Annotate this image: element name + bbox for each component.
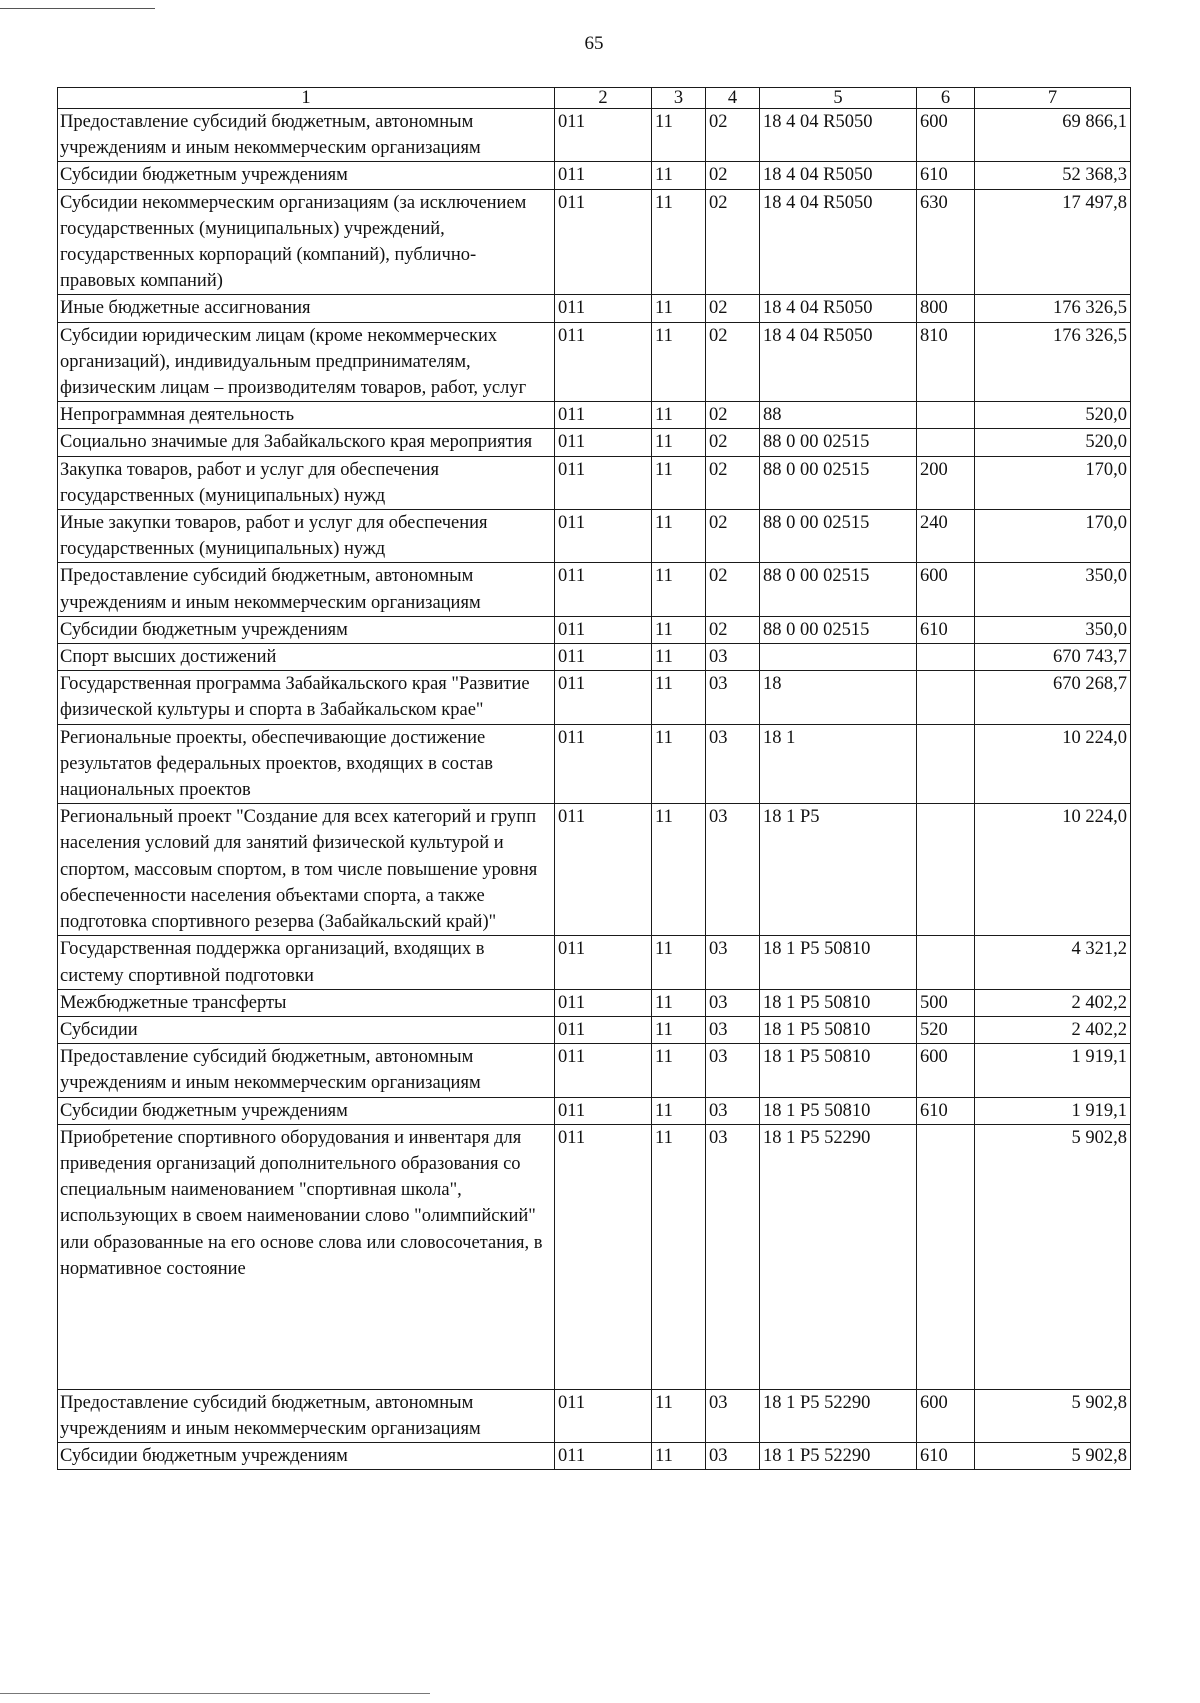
cell-ministry: 011	[555, 1097, 652, 1124]
row-name: Субсидии юридическим лицам (кроме некоммерческих организаций), индивидуальным предпринимателям, физическим лицам – производителям товаров, работ, услуг	[58, 322, 555, 402]
cell-amount: 2 402,2	[975, 1016, 1131, 1043]
cell-expense-type	[917, 936, 975, 989]
cell-target-article: 18 1 P5 52290	[760, 1443, 917, 1470]
cell-subsection: 03	[706, 724, 760, 804]
cell-expense-type	[917, 671, 975, 724]
table-row	[58, 1389, 1131, 1442]
cell-expense-type: 610	[917, 1443, 975, 1470]
cell-subsection: 03	[706, 936, 760, 989]
table-row	[58, 295, 1131, 322]
cell-target-article: 18 1	[760, 724, 917, 804]
cell-ministry: 011	[555, 804, 652, 936]
table-row	[58, 510, 1131, 563]
table-row	[58, 724, 1131, 804]
cell-target-article: 18 1 P5 52290	[760, 1124, 917, 1389]
cell-expense-type: 200	[917, 456, 975, 509]
row-name: Спорт высших достижений	[58, 644, 555, 671]
cell-amount: 5 902,8	[975, 1124, 1131, 1389]
cell-target-article: 18 1 P5	[760, 804, 917, 936]
cell-subsection: 02	[706, 162, 760, 189]
cell-expense-type: 240	[917, 510, 975, 563]
row-name: Межбюджетные трансферты	[58, 989, 555, 1016]
cell-amount: 176 326,5	[975, 322, 1131, 402]
row-name: Закупка товаров, работ и услуг для обеспечения государственных (муниципальных) нужд	[58, 456, 555, 509]
cell-amount: 10 224,0	[975, 724, 1131, 804]
cell-amount: 10 224,0	[975, 804, 1131, 936]
cell-ministry: 011	[555, 189, 652, 295]
cell-subsection: 02	[706, 109, 760, 162]
cell-target-article: 18 1 P5 50810	[760, 1016, 917, 1043]
scan-artifact-line	[0, 1693, 430, 1694]
cell-expense-type: 610	[917, 1097, 975, 1124]
cell-expense-type	[917, 429, 975, 456]
cell-ministry: 011	[555, 1044, 652, 1097]
cell-amount: 1 919,1	[975, 1097, 1131, 1124]
cell-target-article	[760, 644, 917, 671]
table-row	[58, 1124, 1131, 1389]
table-row	[58, 1016, 1131, 1043]
row-name: Субсидии	[58, 1016, 555, 1043]
table-row	[58, 936, 1131, 989]
cell-subsection: 03	[706, 644, 760, 671]
cell-ministry: 011	[555, 616, 652, 643]
cell-target-article: 88 0 00 02515	[760, 456, 917, 509]
table-row	[58, 402, 1131, 429]
cell-ministry: 011	[555, 429, 652, 456]
cell-expense-type: 500	[917, 989, 975, 1016]
cell-amount: 520,0	[975, 429, 1131, 456]
cell-expense-type: 800	[917, 295, 975, 322]
cell-amount: 170,0	[975, 456, 1131, 509]
cell-expense-type: 810	[917, 322, 975, 402]
cell-section: 11	[652, 1124, 706, 1389]
cell-section: 11	[652, 456, 706, 509]
cell-amount: 670 743,7	[975, 644, 1131, 671]
row-name: Государственная программа Забайкальского края "Развитие физической культуры и спорта в Забайкальском крае"	[58, 671, 555, 724]
cell-amount: 2 402,2	[975, 989, 1131, 1016]
cell-subsection: 03	[706, 1443, 760, 1470]
cell-section: 11	[652, 1443, 706, 1470]
cell-ministry: 011	[555, 724, 652, 804]
row-name: Предоставление субсидий бюджетным, автономным учреждениям и иным некоммерческим организациям	[58, 563, 555, 616]
cell-amount: 5 902,8	[975, 1443, 1131, 1470]
cell-expense-type: 600	[917, 563, 975, 616]
budget-table	[57, 87, 1131, 1470]
table-row	[58, 322, 1131, 402]
row-name: Субсидии некоммерческим организациям (за исключением государственных (муниципальных) учреждений, государственных корпораций (компаний), публично-правовых компаний)	[58, 189, 555, 295]
cell-ministry: 011	[555, 563, 652, 616]
cell-ministry: 011	[555, 295, 652, 322]
cell-subsection: 02	[706, 456, 760, 509]
row-name: Предоставление субсидий бюджетным, автономным учреждениям и иным некоммерческим организациям	[58, 1389, 555, 1442]
cell-section: 11	[652, 295, 706, 322]
cell-ministry: 011	[555, 671, 652, 724]
cell-section: 11	[652, 162, 706, 189]
row-name: Региональные проекты, обеспечивающие достижение результатов федеральных проектов, входящих в состав национальных проектов	[58, 724, 555, 804]
cell-subsection: 02	[706, 563, 760, 616]
cell-section: 11	[652, 644, 706, 671]
row-name: Субсидии бюджетным учреждениям	[58, 162, 555, 189]
cell-section: 11	[652, 563, 706, 616]
row-name: Приобретение спортивного оборудования и инвентаря для приведения организаций дополнительного образования со специальным наименованием "спортивная школа", использующих в своем наименовании слово "олимпийский" или образованные на его основе слова или словосочетания, в нормативное состояние	[58, 1124, 555, 1389]
cell-expense-type: 610	[917, 162, 975, 189]
cell-target-article: 88 0 00 02515	[760, 510, 917, 563]
cell-ministry: 011	[555, 510, 652, 563]
table-row	[58, 109, 1131, 162]
cell-subsection: 03	[706, 989, 760, 1016]
cell-ministry: 011	[555, 936, 652, 989]
cell-target-article: 18 1 P5 50810	[760, 1044, 917, 1097]
cell-section: 11	[652, 1389, 706, 1442]
cell-subsection: 03	[706, 1124, 760, 1389]
cell-section: 11	[652, 510, 706, 563]
row-name: Социально значимые для Забайкальского края мероприятия	[58, 429, 555, 456]
cell-section: 11	[652, 989, 706, 1016]
cell-section: 11	[652, 402, 706, 429]
table-header-row	[58, 88, 1131, 109]
cell-target-article: 18 1 P5 50810	[760, 936, 917, 989]
scan-artifact-line	[0, 8, 155, 9]
cell-target-article: 18 1 P5 52290	[760, 1389, 917, 1442]
table-row	[58, 644, 1131, 671]
cell-amount: 176 326,5	[975, 295, 1131, 322]
cell-ministry: 011	[555, 1389, 652, 1442]
cell-subsection: 02	[706, 510, 760, 563]
cell-ministry: 011	[555, 162, 652, 189]
cell-expense-type: 610	[917, 616, 975, 643]
cell-expense-type: 630	[917, 189, 975, 295]
cell-expense-type	[917, 644, 975, 671]
row-name: Субсидии бюджетным учреждениям	[58, 1097, 555, 1124]
header-col-6: 6	[917, 88, 975, 109]
row-name: Предоставление субсидий бюджетным, автономным учреждениям и иным некоммерческим организациям	[58, 109, 555, 162]
cell-subsection: 03	[706, 1016, 760, 1043]
cell-section: 11	[652, 1016, 706, 1043]
cell-amount: 1 919,1	[975, 1044, 1131, 1097]
cell-ministry: 011	[555, 1124, 652, 1389]
page-number: 65	[584, 33, 604, 54]
cell-subsection: 03	[706, 1097, 760, 1124]
cell-ministry: 011	[555, 322, 652, 402]
cell-target-article: 88 0 00 02515	[760, 563, 917, 616]
cell-section: 11	[652, 804, 706, 936]
header-col-5: 5	[760, 88, 917, 109]
cell-target-article: 88	[760, 402, 917, 429]
cell-expense-type	[917, 724, 975, 804]
cell-amount: 350,0	[975, 616, 1131, 643]
cell-section: 11	[652, 1044, 706, 1097]
header-col-1: 1	[58, 88, 555, 109]
table-row	[58, 429, 1131, 456]
cell-expense-type: 600	[917, 109, 975, 162]
cell-amount: 520,0	[975, 402, 1131, 429]
table-row	[58, 162, 1131, 189]
cell-expense-type: 520	[917, 1016, 975, 1043]
cell-target-article: 18 1 P5 50810	[760, 989, 917, 1016]
cell-expense-type	[917, 1124, 975, 1389]
table-row	[58, 1044, 1131, 1097]
table-row	[58, 671, 1131, 724]
cell-expense-type	[917, 804, 975, 936]
table-row	[58, 616, 1131, 643]
cell-ministry: 011	[555, 1016, 652, 1043]
cell-section: 11	[652, 724, 706, 804]
cell-section: 11	[652, 1097, 706, 1124]
row-name: Непрограммная деятельность	[58, 402, 555, 429]
cell-ministry: 011	[555, 402, 652, 429]
cell-amount: 350,0	[975, 563, 1131, 616]
cell-subsection: 03	[706, 804, 760, 936]
cell-target-article: 18 4 04 R5050	[760, 162, 917, 189]
table-row	[58, 1443, 1131, 1470]
table-row	[58, 563, 1131, 616]
header-col-3: 3	[652, 88, 706, 109]
cell-ministry: 011	[555, 644, 652, 671]
cell-expense-type	[917, 402, 975, 429]
row-name: Государственная поддержка организаций, входящих в систему спортивной подготовки	[58, 936, 555, 989]
cell-section: 11	[652, 936, 706, 989]
cell-target-article: 18 4 04 R5050	[760, 295, 917, 322]
table-row	[58, 804, 1131, 936]
row-name: Иные бюджетные ассигнования	[58, 295, 555, 322]
cell-target-article: 18 4 04 R5050	[760, 189, 917, 295]
row-name: Субсидии бюджетным учреждениям	[58, 1443, 555, 1470]
table-row	[58, 189, 1131, 295]
cell-ministry: 011	[555, 456, 652, 509]
cell-target-article: 18 4 04 R5050	[760, 322, 917, 402]
cell-subsection: 02	[706, 189, 760, 295]
cell-subsection: 02	[706, 402, 760, 429]
cell-target-article: 18	[760, 671, 917, 724]
row-name: Региональный проект "Создание для всех категорий и групп населения условий для занятий физической культурой и спортом, массовым спортом, в том числе повышение уровня обеспеченности населения объектами спорта, а также подготовка спортивного резерва (Забайкальский край)"	[58, 804, 555, 936]
cell-ministry: 011	[555, 989, 652, 1016]
cell-amount: 670 268,7	[975, 671, 1131, 724]
cell-section: 11	[652, 671, 706, 724]
cell-amount: 52 368,3	[975, 162, 1131, 189]
cell-expense-type: 600	[917, 1044, 975, 1097]
cell-ministry: 011	[555, 1443, 652, 1470]
cell-section: 11	[652, 616, 706, 643]
header-col-4: 4	[706, 88, 760, 109]
cell-subsection: 02	[706, 295, 760, 322]
row-name: Предоставление субсидий бюджетным, автономным учреждениям и иным некоммерческим организациям	[58, 1044, 555, 1097]
cell-target-article: 18 4 04 R5050	[760, 109, 917, 162]
cell-subsection: 03	[706, 671, 760, 724]
cell-target-article: 88 0 00 02515	[760, 429, 917, 456]
cell-section: 11	[652, 429, 706, 456]
cell-ministry: 011	[555, 109, 652, 162]
cell-subsection: 02	[706, 429, 760, 456]
table-row	[58, 456, 1131, 509]
header-col-7: 7	[975, 88, 1131, 109]
table-row	[58, 989, 1131, 1016]
cell-section: 11	[652, 322, 706, 402]
cell-subsection: 02	[706, 616, 760, 643]
cell-amount: 17 497,8	[975, 189, 1131, 295]
cell-target-article: 18 1 P5 50810	[760, 1097, 917, 1124]
cell-section: 11	[652, 109, 706, 162]
cell-amount: 69 866,1	[975, 109, 1131, 162]
cell-amount: 170,0	[975, 510, 1131, 563]
cell-target-article: 88 0 00 02515	[760, 616, 917, 643]
cell-subsection: 03	[706, 1389, 760, 1442]
cell-amount: 4 321,2	[975, 936, 1131, 989]
header-col-2: 2	[555, 88, 652, 109]
cell-subsection: 03	[706, 1044, 760, 1097]
row-name: Субсидии бюджетным учреждениям	[58, 616, 555, 643]
cell-subsection: 02	[706, 322, 760, 402]
cell-section: 11	[652, 189, 706, 295]
row-name: Иные закупки товаров, работ и услуг для обеспечения государственных (муниципальных) нужд	[58, 510, 555, 563]
cell-amount: 5 902,8	[975, 1389, 1131, 1442]
table-row	[58, 1097, 1131, 1124]
cell-expense-type: 600	[917, 1389, 975, 1442]
